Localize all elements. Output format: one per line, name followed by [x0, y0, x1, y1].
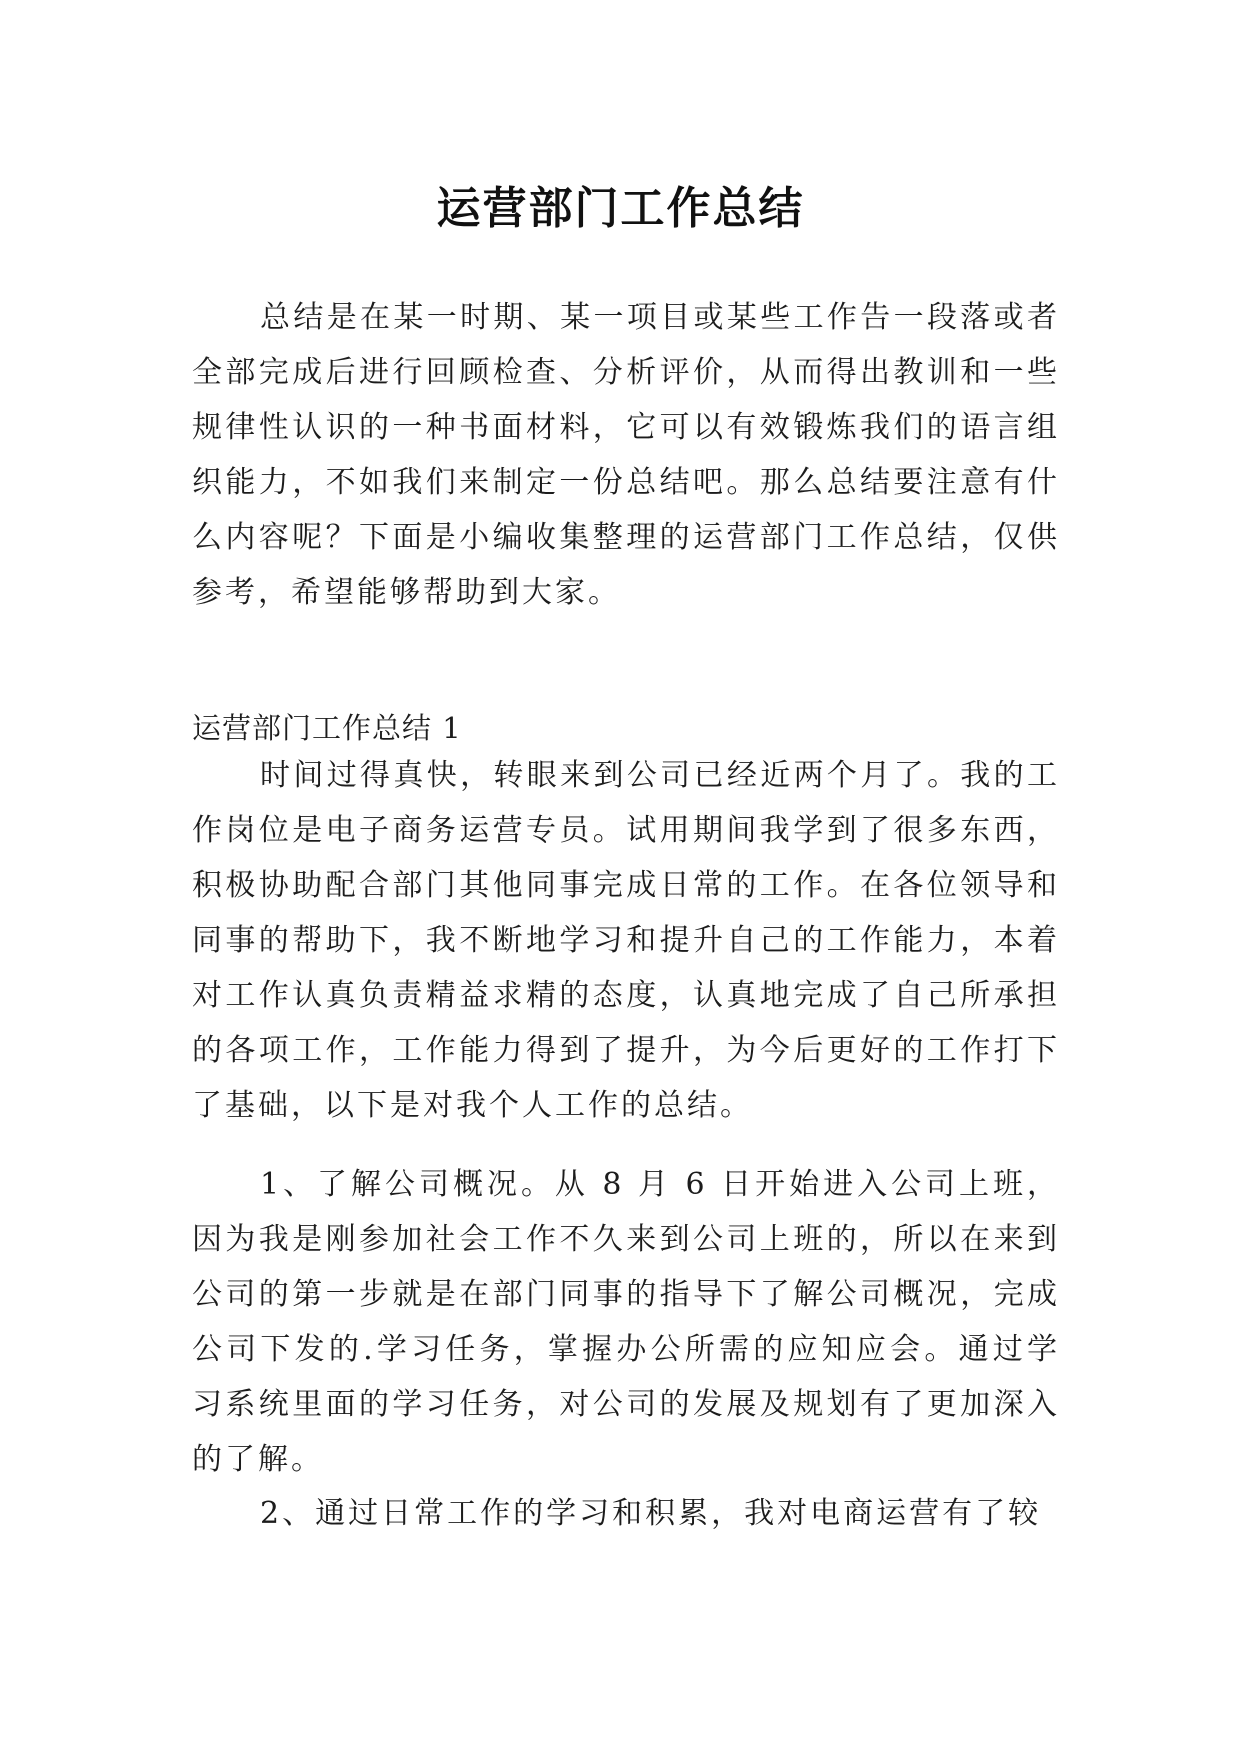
section-heading: 运营部门工作总结 1 [192, 711, 462, 745]
section-paragraph: 时间过得真快，转眼来到公司已经近两个月了。我的工作岗位是电子商务运营专员。试用期间我学到了很多东西，积极协助配合部门其他同事完成日常的工作。在各位领导和同事的帮助下，我不断地学习和提升自己的工作能力，本着对工作认真负责精益求精的态度，认真地完成了自己所承担的各项工作，工作能力得到了提升，为今后更好的工作打下了基础，以下是对我个人工作的总结。 [192, 758, 1060, 1123]
document-title: 运营部门工作总结 [436, 183, 805, 235]
section-paragraph: 1、了解公司概况。从 8 月 6 日开始进入公司上班，因为我是刚参加社会工作不久来到公司上班的，所以在来到公司的第一步就是在部门同事的指导下了解公司概况，完成公司下发的.学习任务，掌握办公所需的应知应会。通过学习系统里面的学习任务，对公司的发展及规划有了更加深入的了解。 [192, 1167, 1060, 1477]
section-paragraph: 2、通过日常工作的学习和积累，我对电商运营有了较 [260, 1496, 1042, 1531]
intro-paragraph: 总结是在某一时期、某一项目或某些工作告一段落或者全部完成后进行回顾检查、分析评价，从而得出教训和一些规律性认识的一种书面材料，它可以有效锻炼我们的语言组织能力，不如我们来制定一份总结吧。那么总结要注意有什么内容呢？下面是小编收集整理的运营部门工作总结，仅供参考，希望能够帮助到大家。 [192, 300, 1060, 610]
